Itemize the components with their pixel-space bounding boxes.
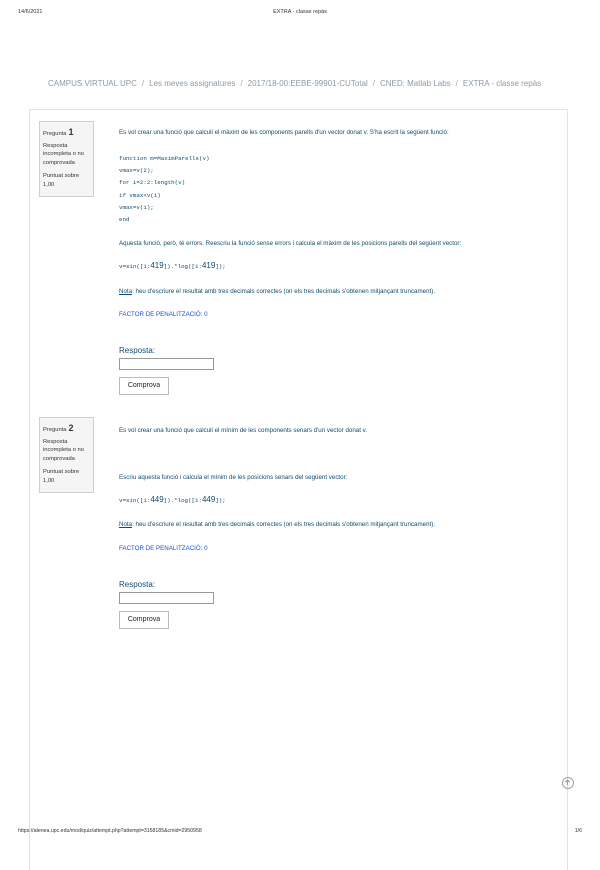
question-state: Resposta incompleta o no comprovada	[43, 439, 84, 462]
breadcrumb-item[interactable]: EXTRA - classe repàs	[462, 79, 542, 88]
code-fragment: v=sin([1:	[119, 263, 151, 270]
question-grade: Puntuat sobre 1,00	[43, 469, 80, 484]
vector-length: 419	[201, 261, 216, 270]
question-intro: Es vol crear una funció que calculi el màxim de les components parells d'un vector donat v. S'ha escrit la següent funció:	[119, 129, 449, 136]
breadcrumb-item[interactable]: 2017/18-00:EEBE-99901-CUTotal	[247, 79, 368, 88]
code-fragment: ]);	[215, 263, 226, 270]
code-line: function m=MaximParells(v)	[119, 155, 210, 162]
question-grade: Puntuat sobre 1,00	[43, 173, 80, 188]
question-task: Escriu aquesta funció i calcula el mínim de les posicions senars del següent vector:	[119, 474, 348, 481]
breadcrumb-item[interactable]: CNED: Matlab Labs	[379, 79, 451, 88]
question-label: Pregunta	[43, 131, 67, 137]
breadcrumb-separator: /	[455, 79, 458, 88]
print-title: EXTRA - classe repàs	[273, 9, 327, 15]
penalty-factor: FACTOR DE PENALITZACIÓ: 0	[119, 311, 208, 318]
note-text: : heu d'escriure el resultat amb tres decimals correctes (on els tres decimals s'obtenen mitjançant truncament).	[132, 521, 436, 528]
question-label: Pregunta	[43, 427, 67, 433]
breadcrumb-separator: /	[240, 79, 243, 88]
print-date: 14/6/2021	[18, 9, 43, 15]
question-state: Resposta incompleta o no comprovada	[43, 143, 84, 166]
breadcrumb-item[interactable]: CAMPUS VIRTUAL UPC	[48, 79, 137, 88]
question-task: Aquesta funció, però, té errors. Reescriu la funció sense errors i calcula el màxim de les posicions parells del següent vector:	[119, 240, 462, 247]
code-fragment: ]);	[215, 497, 226, 504]
vector-definition	[119, 495, 539, 504]
answer-input[interactable]	[119, 592, 214, 604]
code-line: vmax=v(2);	[119, 167, 154, 175]
penalty-factor: FACTOR DE PENALITZACIÓ: 0	[119, 545, 208, 552]
check-button[interactable]: Comprova	[119, 611, 169, 629]
arrow-up-icon	[563, 778, 572, 787]
response-label: Resposta:	[119, 580, 156, 589]
code-fragment: v=sin([1:	[119, 497, 151, 504]
arrow-up-circle-icon[interactable]	[562, 777, 574, 789]
question-number: 1	[68, 127, 74, 137]
note	[119, 288, 539, 295]
page-number: 1/6	[574, 828, 582, 834]
vector-length: 449	[201, 495, 216, 504]
response-label: Resposta:	[119, 346, 156, 355]
answer-input[interactable]	[119, 358, 214, 370]
breadcrumb-separator: /	[372, 79, 375, 88]
question-text-1	[119, 129, 539, 136]
note	[119, 521, 539, 528]
question-info-2	[39, 417, 94, 493]
code-fragment: ]).*log([1:	[163, 263, 202, 270]
question-intro: Es vol crear una funció que calculi el mínim de les components senars d'un vector donat v.	[119, 427, 368, 434]
code-line: vmax=v(i);	[119, 203, 154, 211]
vector-definition	[119, 261, 539, 270]
code-line: if vmax<v(i)	[119, 191, 161, 199]
breadcrumb-item[interactable]: Les meves assignatures	[149, 79, 236, 88]
note-label: Nota	[119, 521, 133, 528]
breadcrumb-separator: /	[141, 79, 145, 88]
note-text: : heu d'escriure el resultat amb tres decimals correctes (on els tres decimals s'obtenen mitjançant truncament).	[132, 288, 436, 295]
check-button[interactable]: Comprova	[119, 377, 169, 395]
vector-length: 419	[150, 261, 164, 270]
code-line: end	[119, 216, 130, 224]
page-url: https://atenea.upc.edu/mod/quiz/attempt.php?attempt=3158185&cmid=2950958	[18, 828, 202, 834]
vector-length: 449	[150, 495, 164, 504]
question-info-1	[39, 121, 94, 197]
note-label: Nota	[119, 288, 133, 295]
code-block	[119, 153, 539, 226]
code-fragment: ]).*log([1:	[163, 497, 202, 504]
breadcrumb	[48, 79, 541, 88]
question-number: 2	[68, 423, 74, 433]
code-line: for i=2:2:length(v)	[119, 179, 186, 187]
